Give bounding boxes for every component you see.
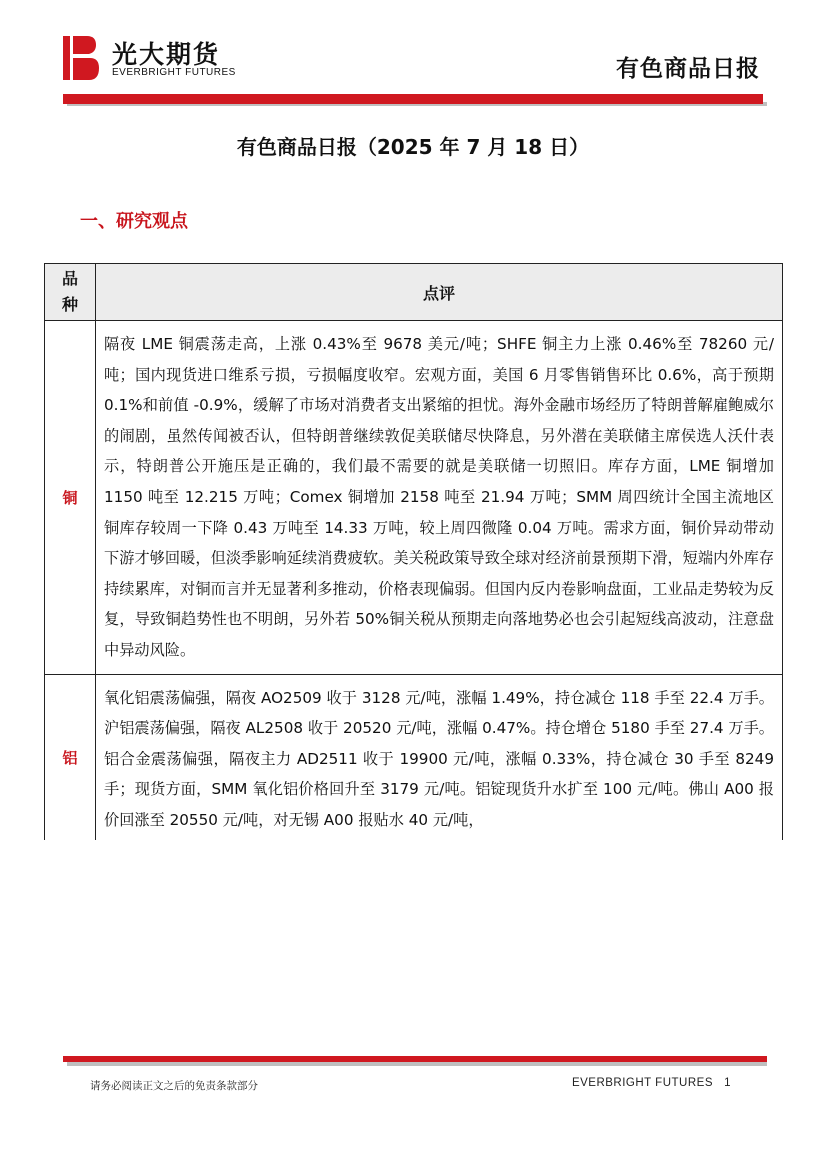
header-rule bbox=[63, 94, 763, 104]
comment-cell-copper bbox=[96, 321, 783, 675]
comment-cell-aluminum bbox=[96, 674, 783, 839]
header-category-line2: 种 bbox=[61, 295, 78, 314]
header-category-cell bbox=[45, 264, 96, 321]
category-cell-copper: 铜 bbox=[45, 321, 96, 675]
section-heading: 一、研究观点 bbox=[80, 211, 188, 232]
page-number: 1 bbox=[724, 1077, 731, 1089]
footer-rule-shadow bbox=[67, 1062, 767, 1066]
header-report-title: 有色商品日报 bbox=[616, 56, 760, 82]
footer-brand: EVERBRIGHT FUTURES bbox=[571, 1077, 713, 1089]
category-cell-aluminum: 铝 bbox=[45, 674, 96, 839]
footer-rule bbox=[63, 1056, 767, 1062]
table-row-copper bbox=[45, 321, 783, 675]
logo-chinese-name: 光大期货 bbox=[112, 40, 221, 69]
company-logo-icon bbox=[63, 36, 99, 80]
table-row-aluminum bbox=[45, 674, 783, 839]
comment-text-aluminum: 氧化铝震荡偏强，隔夜 AO2509 收于 3128 元/吨，涨幅 1.49%，持仓减仓 118 手至 22.4 万手。沪铝震荡偏强，隔夜 AL2508 收于 20520 元/吨，涨幅 0.47%。持仓增仓 5180 手至 27.4 万手。铝合金震荡偏强，隔夜主力 AD2511 收于 19900 元/吨，涨幅 0.33%，持仓减仓 30 手至 8249 手；现货方面，SMM 氧化铝价格回升至 3179 元/吨。铝锭现货升水扩至 100 元/吨。佛山 A00 报价回涨至 20550 元/吨，对无锡 A00 报贴水 40 元/吨， bbox=[104, 688, 774, 829]
table-header-row bbox=[45, 264, 783, 321]
logo-english-name: EVERBRIGHT FUTURES bbox=[112, 67, 236, 78]
footer-disclaimer: 请务必阅读正文之后的免责条款部分 bbox=[90, 1080, 258, 1092]
header-category-line1: 品 bbox=[61, 269, 78, 288]
research-table bbox=[44, 263, 783, 840]
comment-text-copper: 隔夜 LME 铜震荡走高，上涨 0.43%至 9678 美元/吨；SHFE 铜主力上涨 0.46%至 78260 元/吨；国内现货进口维系亏损，亏损幅度收窄。宏观方面，美国 6 月零售销售环比 0.6%，高于预期 0.1%和前值 -0.9%，缓解了市场对消费者支出紧缩的担忧。海外金融市场经历了特朗普解雇鲍威尔的闹剧，虽然传闻被否认，但特朗普继续敦促美联储尽快降息，另外潜在美联储主席侯选人沃什表示，特朗普公开施压是正确的，我们最不需要的就是美联储一切照旧。库存方面，LME 铜增加 1150 吨至 12.215 万吨；Comex 铜增加 2158 吨至 21.94 万吨；SMM 周四统计全国主流地区铜库存较周一下降 0.43 万吨至 14.33 万吨，较上周四微隆 0.04 万吨。需求方面，铜价异动带动下游才够回暖，但淡季影响延续消费疲软。美关税政策导致全球对经济前景预期下滑，短端内外库存持续累库，对铜而言并无显著利多推动，价格表现偏弱。但国内反内卷影响盘面，工业品走势较为反复，导致铜趋势性也不明朗，另外若 50%铜关税从预期走向落地势必也会引起短线高波动，注意盘中异动风险。 bbox=[104, 335, 774, 659]
footer-brand-page bbox=[572, 1077, 731, 1089]
document-title: 有色商品日报（2025 年 7 月 18 日） bbox=[236, 135, 590, 159]
header-comment-cell: 点评 bbox=[96, 264, 783, 321]
